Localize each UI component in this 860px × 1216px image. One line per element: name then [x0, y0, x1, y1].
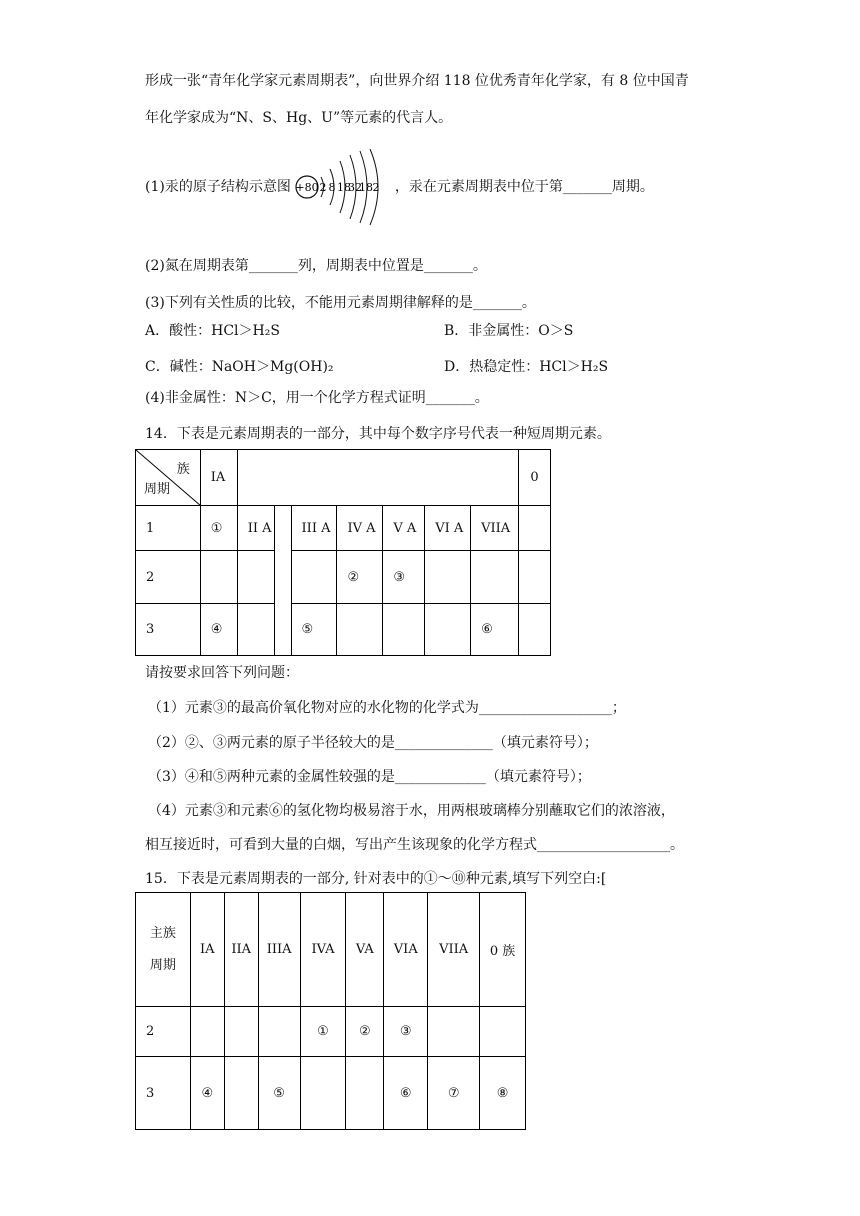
intro-line-2: 年化学家成为“N、S、Hg、U”等元素的代言人。 [145, 110, 453, 126]
header-col: IA [190, 893, 224, 1007]
cell-3-iva [337, 604, 383, 656]
table-cell [224, 1057, 258, 1130]
table-cell [346, 1057, 384, 1130]
header-col: 0 族 [480, 893, 526, 1007]
q13-part4: (4)非金属性：N＞C，用一个化学方程式证明_______。 [145, 390, 489, 406]
header-col: IIA [224, 893, 258, 1007]
q14-title: 14．下表是元素周期表的一部分，其中每个数字序号代表一种短周期元素。 [145, 426, 611, 442]
cell-3-via [425, 604, 471, 656]
cell-2-viia [471, 551, 519, 604]
cell-2-iva: ② [337, 551, 383, 604]
header-iia: II A [237, 506, 274, 551]
q13-part1 [145, 147, 654, 227]
cell-3-zero [519, 604, 551, 656]
q14-sub4-line2: 相互接近时，可看到大量的白烟，写出产生该现象的化学方程式___________________。 [145, 837, 684, 853]
header-iiia: III A [291, 506, 337, 551]
q13-part3: (3)下列有关性质的比较，不能用元素周期律解释的是_______。 [145, 295, 536, 311]
q14-sub3: （3）④和⑤两种元素的金属性较强的是_____________（填元素符号）； [148, 769, 591, 785]
cell-3-viia: ⑥ [471, 604, 519, 656]
header-va: V A [383, 506, 425, 551]
q13-part1-after: ，汞在元素周期表中位于第_______周期。 [394, 179, 654, 195]
table-cell: ⑧ [480, 1057, 526, 1130]
table-cell [224, 1007, 258, 1057]
header-zero: 0 [519, 450, 551, 506]
period-3: 3 [136, 1057, 191, 1130]
electron-shell-count: 2 [372, 181, 380, 194]
cell-3-va [383, 604, 425, 656]
period-2: 2 [136, 1007, 191, 1057]
table-row [136, 1057, 526, 1130]
q13-part2: (2)氮在周期表第_______列，周期表中位置是_______。 [145, 258, 487, 274]
periodic-table-q15 [135, 892, 526, 1130]
option-d: D．热稳定性：HCl＞H₂S [444, 359, 609, 375]
cell-3-ia: ④ [200, 604, 237, 656]
header-col: IVA [300, 893, 346, 1007]
cell-3-iia [237, 604, 274, 656]
table-cell: ⑦ [428, 1057, 480, 1130]
cell-1-ia: ① [200, 506, 237, 551]
period-2: 2 [136, 551, 201, 604]
cell-3-iiia: ⑤ [291, 604, 337, 656]
q14-sub4-line1: （4）元素③和元素⑥的氢化物均极易溶于水，用两根玻璃棒分别蘸取它们的浓溶液， [148, 803, 675, 819]
table-cell: ④ [190, 1057, 224, 1130]
q14-sub1: （1）元素③的最高价氧化物对应的水化物的化学式为___________________； [148, 700, 626, 716]
cell-1-zero [519, 506, 551, 551]
header-col: IIIA [258, 893, 300, 1007]
table-cell: ⑥ [384, 1057, 428, 1130]
table-cell [190, 1007, 224, 1057]
corner-period-label: 周期 [149, 957, 176, 973]
electron-shell-count: 32 [347, 181, 362, 194]
option-a: A．酸性：HCl＞H₂S [145, 323, 280, 339]
table-corner-cell [136, 893, 191, 1007]
electron-shell-count: 8 [328, 181, 336, 194]
cell-2-ia [200, 551, 237, 604]
option-c: C．碱性：NaOH＞Mg(OH)₂ [145, 359, 334, 375]
gap-column [274, 506, 291, 656]
period-1: 1 [136, 506, 201, 551]
electron-shell-count: 18 [336, 181, 351, 194]
table-cell [480, 1007, 526, 1057]
corner-period-label: 周期 [144, 482, 171, 497]
cell-2-va: ③ [383, 551, 425, 604]
table-cell [300, 1057, 346, 1130]
intro-line-1: 形成一张“青年化学家元素周期表”，向世界介绍 118 位优秀青年化学家，有 8 位中国青 [145, 73, 689, 89]
header-col: VA [346, 893, 384, 1007]
cell-2-iiia [291, 551, 337, 604]
q13-part1-before: (1)汞的原子结构示意图 [145, 179, 291, 195]
header-iva: IV A [337, 506, 383, 551]
header-blank [237, 450, 518, 506]
corner-group-label: 主族 [149, 925, 176, 941]
table-cell [428, 1007, 480, 1057]
table-row [136, 1007, 526, 1057]
q15-title: 15．下表是元素周期表的一部分, 针对表中的①～⑩种元素,填写下列空白:[ [145, 871, 607, 887]
table-cell [258, 1007, 300, 1057]
header-col: VIIA [428, 893, 480, 1007]
table-cell: ② [346, 1007, 384, 1057]
cell-2-iia [237, 551, 274, 604]
electron-shell-count: 2 [319, 181, 327, 194]
table-corner-cell [136, 450, 201, 506]
table-cell: ③ [384, 1007, 428, 1057]
header-ia: IA [200, 450, 237, 506]
q14-sub2: （2）②、③两元素的原子半径较大的是______________（填元素符号）； [148, 735, 598, 751]
header-via: VI A [425, 506, 471, 551]
header-col: VIA [384, 893, 428, 1007]
corner-group-label: 族 [176, 462, 190, 477]
q14-prompt: 请按要求回答下列问题： [145, 665, 299, 681]
electron-shell-count: 18 [358, 181, 373, 194]
periodic-table-q14 [135, 449, 551, 656]
cell-2-via [425, 551, 471, 604]
nucleus-charge-label: +80 [295, 181, 319, 194]
mercury-atom-structure-diagram [293, 147, 393, 227]
table-cell: ⑤ [258, 1057, 300, 1130]
header-viia: VIIA [471, 506, 519, 551]
period-3: 3 [136, 604, 201, 656]
option-b: B．非金属性：O＞S [444, 323, 574, 339]
table-cell: ① [300, 1007, 346, 1057]
cell-2-zero [519, 551, 551, 604]
